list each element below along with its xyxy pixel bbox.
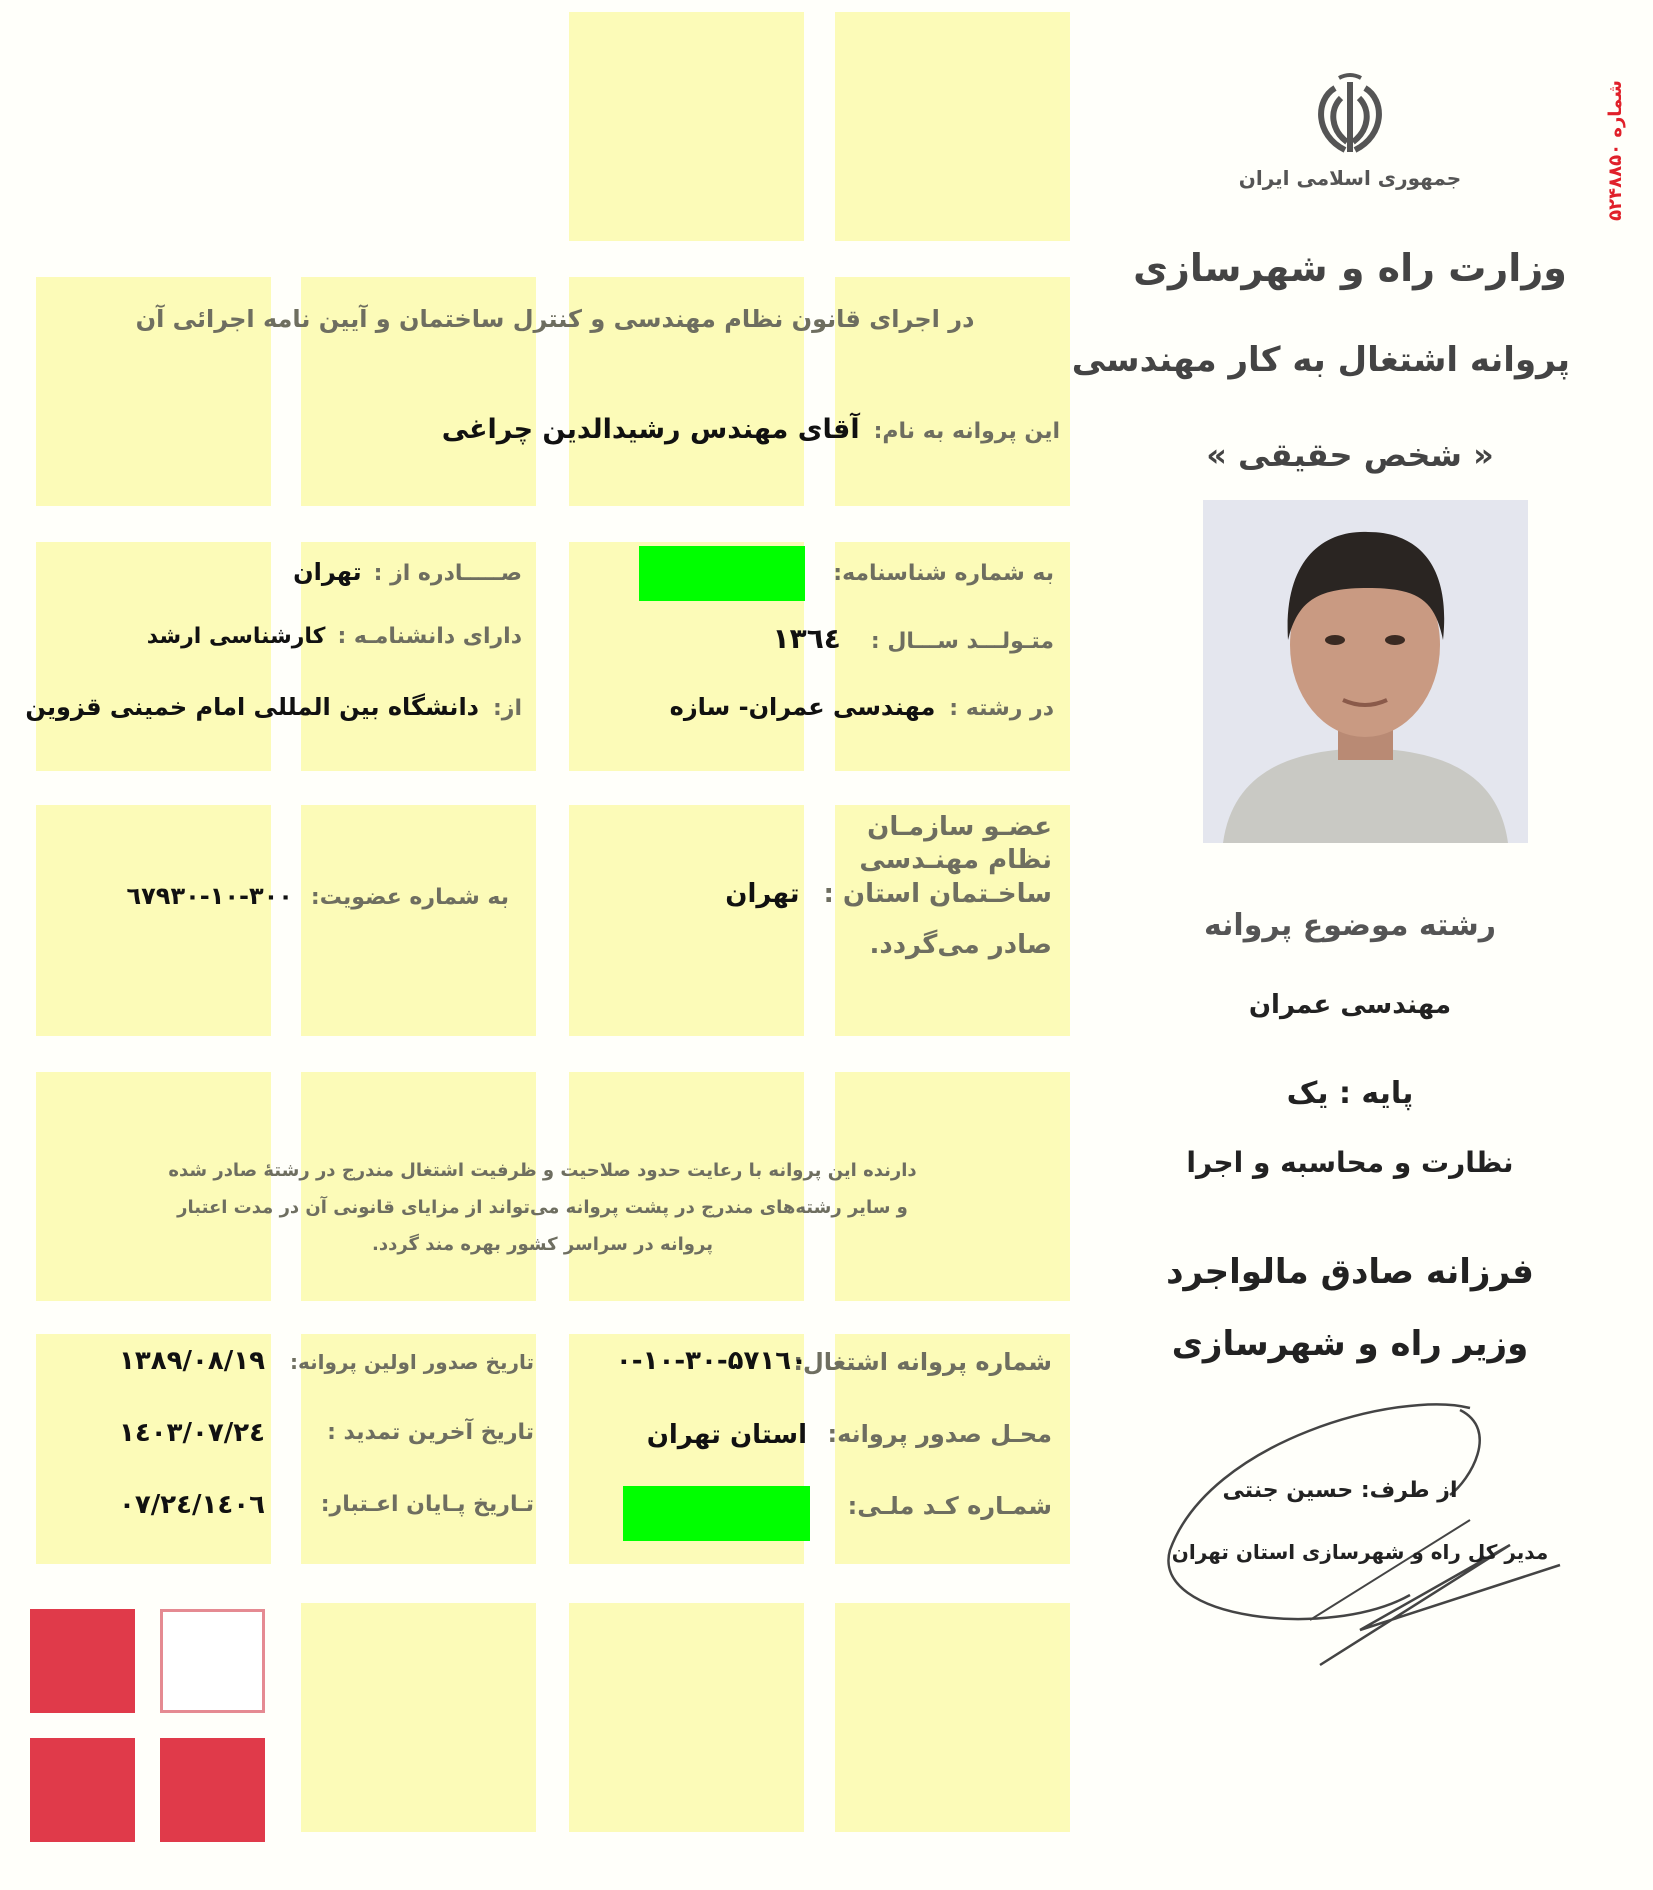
id-redacted	[639, 546, 805, 601]
scope: نظارت و محاسبه و اجرا	[1186, 1146, 1514, 1179]
field-row	[670, 693, 1054, 721]
birth-year-label: متـولـــد ســـال :	[870, 629, 1054, 654]
grade: پایه : یک	[1286, 1076, 1414, 1111]
notice-line: و سایر رشته‌های مندرج در پشت پروانه می‌تواند از مزایای قانونی آن در مدت اعتبار	[177, 1197, 908, 1218]
degree-value: کارشناسی ارشد	[146, 624, 326, 649]
member-number-row	[127, 882, 510, 910]
notice-line: پروانه در سراسر کشور بهره مند گردد.	[372, 1234, 713, 1255]
first-issue-value: ۱۳۸۹/۰۸/۱۹	[119, 1346, 265, 1376]
license-place-value: استان تهران	[646, 1420, 807, 1450]
membership-line3: ساخـتمان استان :	[823, 879, 1052, 909]
national-id-redacted	[623, 1486, 810, 1541]
university-label: از:	[492, 696, 522, 721]
issued-from-row	[293, 558, 522, 586]
member-number-label: به شماره عضویت:	[310, 885, 509, 910]
name-label: این پروانه به نام:	[873, 419, 1060, 444]
degree-label: دارای دانشنامـه :	[337, 624, 522, 649]
person-type: « شخص حقیقی »	[1206, 436, 1494, 474]
subject-title: رشته موضوع پروانه	[1203, 908, 1497, 943]
issued-from-label: صـــــادره از :	[373, 561, 522, 586]
iran-emblem-icon	[1305, 70, 1395, 160]
on-behalf: از طرف: حسین جنتی	[1222, 1478, 1458, 1503]
license-number-value: ۰-۱۰-۳۰-۵۷۱٦۰	[615, 1346, 807, 1376]
name-row	[442, 414, 1060, 445]
birth-year-row	[773, 622, 1054, 655]
document-title: پروانه اشتغال به کار مهندسی	[1071, 340, 1570, 380]
subject-value: مهندسی عمران	[1248, 990, 1452, 1020]
minister-title: وزیر راه و شهرسازی	[1171, 1324, 1529, 1364]
member-number-value: ۱۰-۳۰۰-٦٧٩٣٠	[126, 882, 293, 910]
first-issue-label: تاریخ صدور اولین پروانه:	[289, 1350, 534, 1374]
membership-province-row	[725, 879, 1052, 909]
license-place-label: محـل صدور پروانه:	[827, 1420, 1052, 1448]
birth-year-value: ۱۳٦٤	[772, 622, 841, 655]
membership-province: تهران	[725, 879, 800, 909]
notice-line: دارنده این پروانه با رعایت حدود صلاحیت و ظرفیت اشتغال مندرج در رشتهٔ صادر شده	[168, 1160, 917, 1181]
director-title: مدیر کل راه و شهرسازی استان تهران	[1171, 1540, 1549, 1564]
notice	[80, 1152, 1005, 1263]
issued-from-value: تهران	[293, 558, 362, 586]
ministry-title: وزارت راه و شهرسازی	[1133, 246, 1567, 290]
membership-line1: عضـو سازمـان	[867, 812, 1052, 842]
serial-number: شماره ۵۲۴۸۸۵۰	[1604, 80, 1626, 221]
degree-row	[147, 624, 522, 649]
last-renewal-value: ۱٤۰۳/۰۷/۲٤	[119, 1418, 265, 1448]
minister-name: فرزانه صادق مالواجرد	[1166, 1252, 1534, 1292]
field-label: در رشته :	[949, 696, 1054, 721]
id-label: به شماره شناسنامه:	[833, 561, 1054, 586]
issued-text: صادر می‌گردد.	[869, 930, 1052, 960]
university-value: دانشگاه بین المللی امام خمینی قزوین	[25, 693, 479, 721]
country-name: جمهوری اسلامی ایران	[1238, 166, 1462, 190]
national-id-label: شمـاره کـد ملـی:	[847, 1492, 1052, 1520]
last-renewal-label: تاریخ آخرین تمدید :	[327, 1420, 534, 1445]
expiry-label: تـاریخ پـایان اعـتبار:	[320, 1492, 534, 1517]
field-value: مهندسی عمران- سازه	[669, 693, 936, 721]
preamble: در اجرای قانون نظام مهندسی و کنترل ساختمان و آیین نامه اجرائی آن	[135, 305, 975, 333]
license-number-label: شماره پروانه اشتغال:	[793, 1348, 1052, 1376]
holder-photo	[1203, 500, 1528, 843]
university-row	[25, 693, 522, 721]
expiry-value: ۱٤۰٦/۰۷/۲٤	[119, 1490, 265, 1520]
name-value: آقای مهندس رشیدالدین چراغی	[441, 414, 860, 445]
membership-line2: نظام مهنـدسی	[859, 845, 1052, 875]
